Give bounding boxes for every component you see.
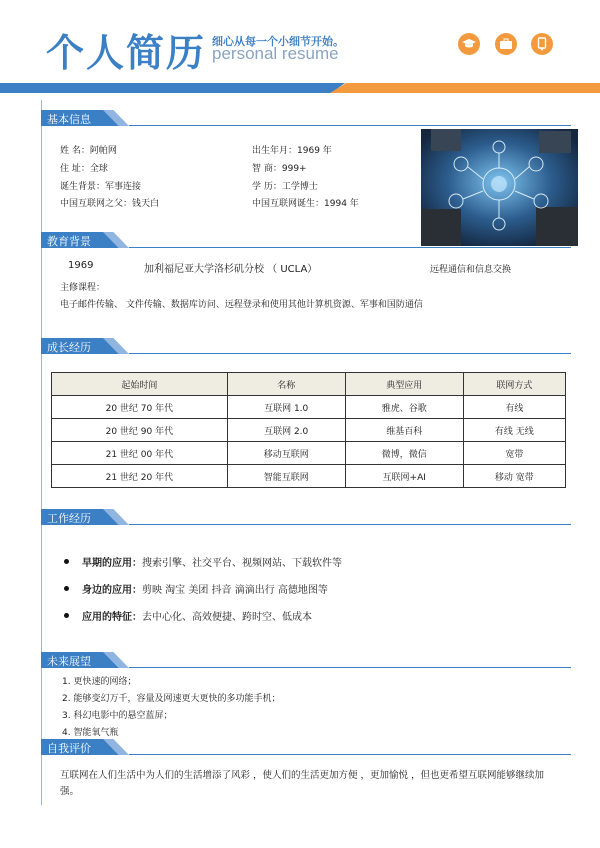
section-basic-header (41, 110, 571, 126)
education-major: 远程通信和信息交换 (430, 265, 512, 275)
courses-list: 电子邮件传输、 文件传输、数据库访问、远程登录和使用其他计算机资源、军事和国防通信 (60, 300, 423, 310)
table-cell: 互联网 1.0 (227, 396, 345, 419)
education-school: 加利福尼亚大学洛杉矶分校 （ UCLA） (144, 264, 318, 275)
table-cell: 宽带 (463, 442, 565, 465)
header-bar-blue (0, 83, 345, 93)
table-cell: 雅虎、谷歌 (345, 396, 463, 419)
profile-photo (421, 129, 578, 246)
info-father: 中国互联网之父：钱天白 (60, 199, 160, 209)
section-title: 基本信息 (47, 113, 91, 126)
section-title: 工作经历 (47, 512, 91, 525)
table-cell: 20 世纪 70 年代 (52, 396, 228, 419)
left-rule (41, 100, 42, 805)
column-header: 联网方式 (463, 373, 565, 396)
table-cell: 有线 (463, 396, 565, 419)
future-item: 1. 更快速的网络； (62, 677, 137, 687)
bullet-icon (64, 613, 69, 618)
graduation-cap-icon (458, 33, 480, 55)
column-header: 典型应用 (345, 373, 463, 396)
section-title: 自我评价 (47, 742, 91, 755)
section-growth-header (41, 338, 571, 354)
table-cell: 互联网 2.0 (227, 419, 345, 442)
work-item: 身边的应用：剪映 淘宝 美团 抖音 滴滴出行 高德地图等 (82, 585, 328, 596)
table-header-row (52, 373, 566, 396)
bullet-icon (64, 586, 69, 591)
info-birth: 出生年月：1969 年 (252, 146, 332, 156)
self-evaluation-text: 互联网在人们生活中为人们的生活增添了风彩 ，使人们的生活更加方便 ，更加愉悦 ，但也更希望互联网能够继续加强。 (60, 770, 545, 797)
section-work-header (41, 509, 571, 525)
section-title: 教育背景 (47, 235, 91, 248)
table-cell: 微博，微信 (345, 442, 463, 465)
table-cell: 互联网+AI (345, 465, 463, 488)
info-degree: 学 历：工学博士 (252, 182, 318, 192)
info-address: 住 址：全球 (60, 164, 108, 174)
table-cell: 20 世纪 90 年代 (52, 419, 228, 442)
page-title: 个人简历 (46, 31, 207, 75)
bullet-icon (64, 559, 69, 564)
table-cell: 移动互联网 (227, 442, 345, 465)
slogan: 细心从每一个小细节开始。 (212, 35, 344, 48)
section-future-header (41, 652, 571, 668)
info-background: 诞生背景：军事连接 (60, 182, 142, 192)
work-item: 应用的特征：去中心化、高效便捷、跨时空、低成本 (82, 612, 312, 623)
growth-table (51, 372, 566, 488)
courses-label: 主修课程： (60, 283, 106, 293)
section-self-header (41, 739, 571, 755)
table-cell: 维基百科 (345, 419, 463, 442)
info-iq: 智 商：999+ (252, 164, 307, 174)
table-row (52, 419, 566, 442)
info-china-birth: 中国互联网诞生：1994 年 (252, 199, 359, 209)
section-title: 未来展望 (47, 655, 91, 668)
section-title: 成长经历 (47, 341, 91, 354)
table-row (52, 396, 566, 419)
table-row (52, 442, 566, 465)
table-cell: 智能互联网 (227, 465, 345, 488)
table-row (52, 465, 566, 488)
page-subtitle: personal resume (212, 44, 339, 63)
header-bar-orange (330, 83, 600, 93)
table-cell: 21 世纪 00 年代 (52, 442, 228, 465)
badge-icon (531, 33, 553, 55)
future-item: 2. 能够变幻万千，容量及网速更大更快的多功能手机； (62, 694, 281, 704)
table-cell: 21 世纪 20 年代 (52, 465, 228, 488)
info-name: 姓 名：阿帕网 (60, 146, 117, 156)
education-year: 1969 (68, 260, 94, 271)
work-item: 早期的应用：搜索引擎、社交平台、视频网站、下载软件等 (82, 558, 342, 569)
future-item: 3. 科幻电影中的悬空蓝屏； (62, 711, 173, 721)
column-header: 名称 (227, 373, 345, 396)
briefcase-icon (495, 33, 517, 55)
section-education-header (41, 232, 571, 248)
table-cell: 有线 无线 (463, 419, 565, 442)
column-header: 起始时间 (52, 373, 228, 396)
future-item: 4. 智能氧气瓶 (62, 728, 119, 738)
table-cell: 移动 宽带 (463, 465, 565, 488)
